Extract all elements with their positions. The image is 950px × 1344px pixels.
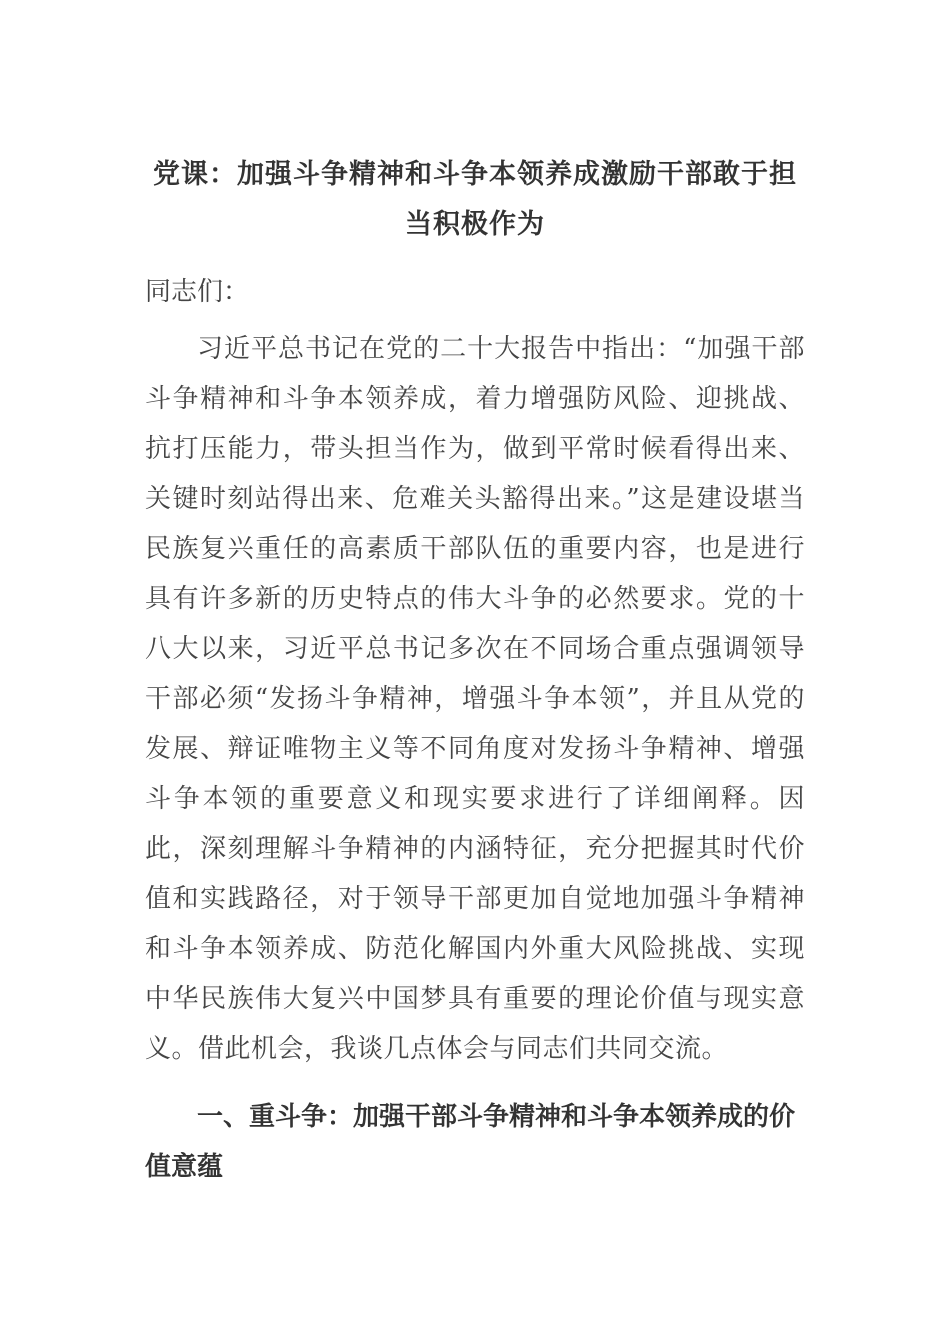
document-page [145,150,805,1192]
salutation: 同志们： [145,277,250,307]
body-paragraph: 习近平总书记在党的二十大报告中指出：“加强干部斗争精神和斗争本领养成，着力增强防风险、迎挑战、抗打压能力，带头担当作为，做到平常时候看得出来、关键时刻站得出来、危难关头豁得出来。”这是建设堪当民族复兴重任的高素质干部队伍的重要内容，也是进行具有许多新的历史特点的伟大斗争的必然要求。党的十八大以来，习近平总书记多次在不同场合重点强调领导干部必须“发扬斗争精神，增强斗争本领”，并且从党的发展、辩证唯物主义等不同角度对发扬斗争精神、增强斗争本领的重要意义和现实要求进行了详细阐释。因此，深刻理解斗争精神的内涵特征，充分把握其时代价值和实践路径，对于领导干部更加自觉地加强斗争精神和斗争本领养成、防范化解国内外重大风险挑战、实现中华民族伟大复兴中国梦具有重要的理论价值与现实意义。借此机会，我谈几点体会与同志们共同交流。 [145,334,805,1064]
section-heading: 一、重斗争：加强干部斗争精神和斗争本领养成的价值意蕴 [145,1102,796,1182]
document-title: 党课：加强斗争精神和斗争本领养成激励干部敢于担当积极作为 [153,159,797,240]
